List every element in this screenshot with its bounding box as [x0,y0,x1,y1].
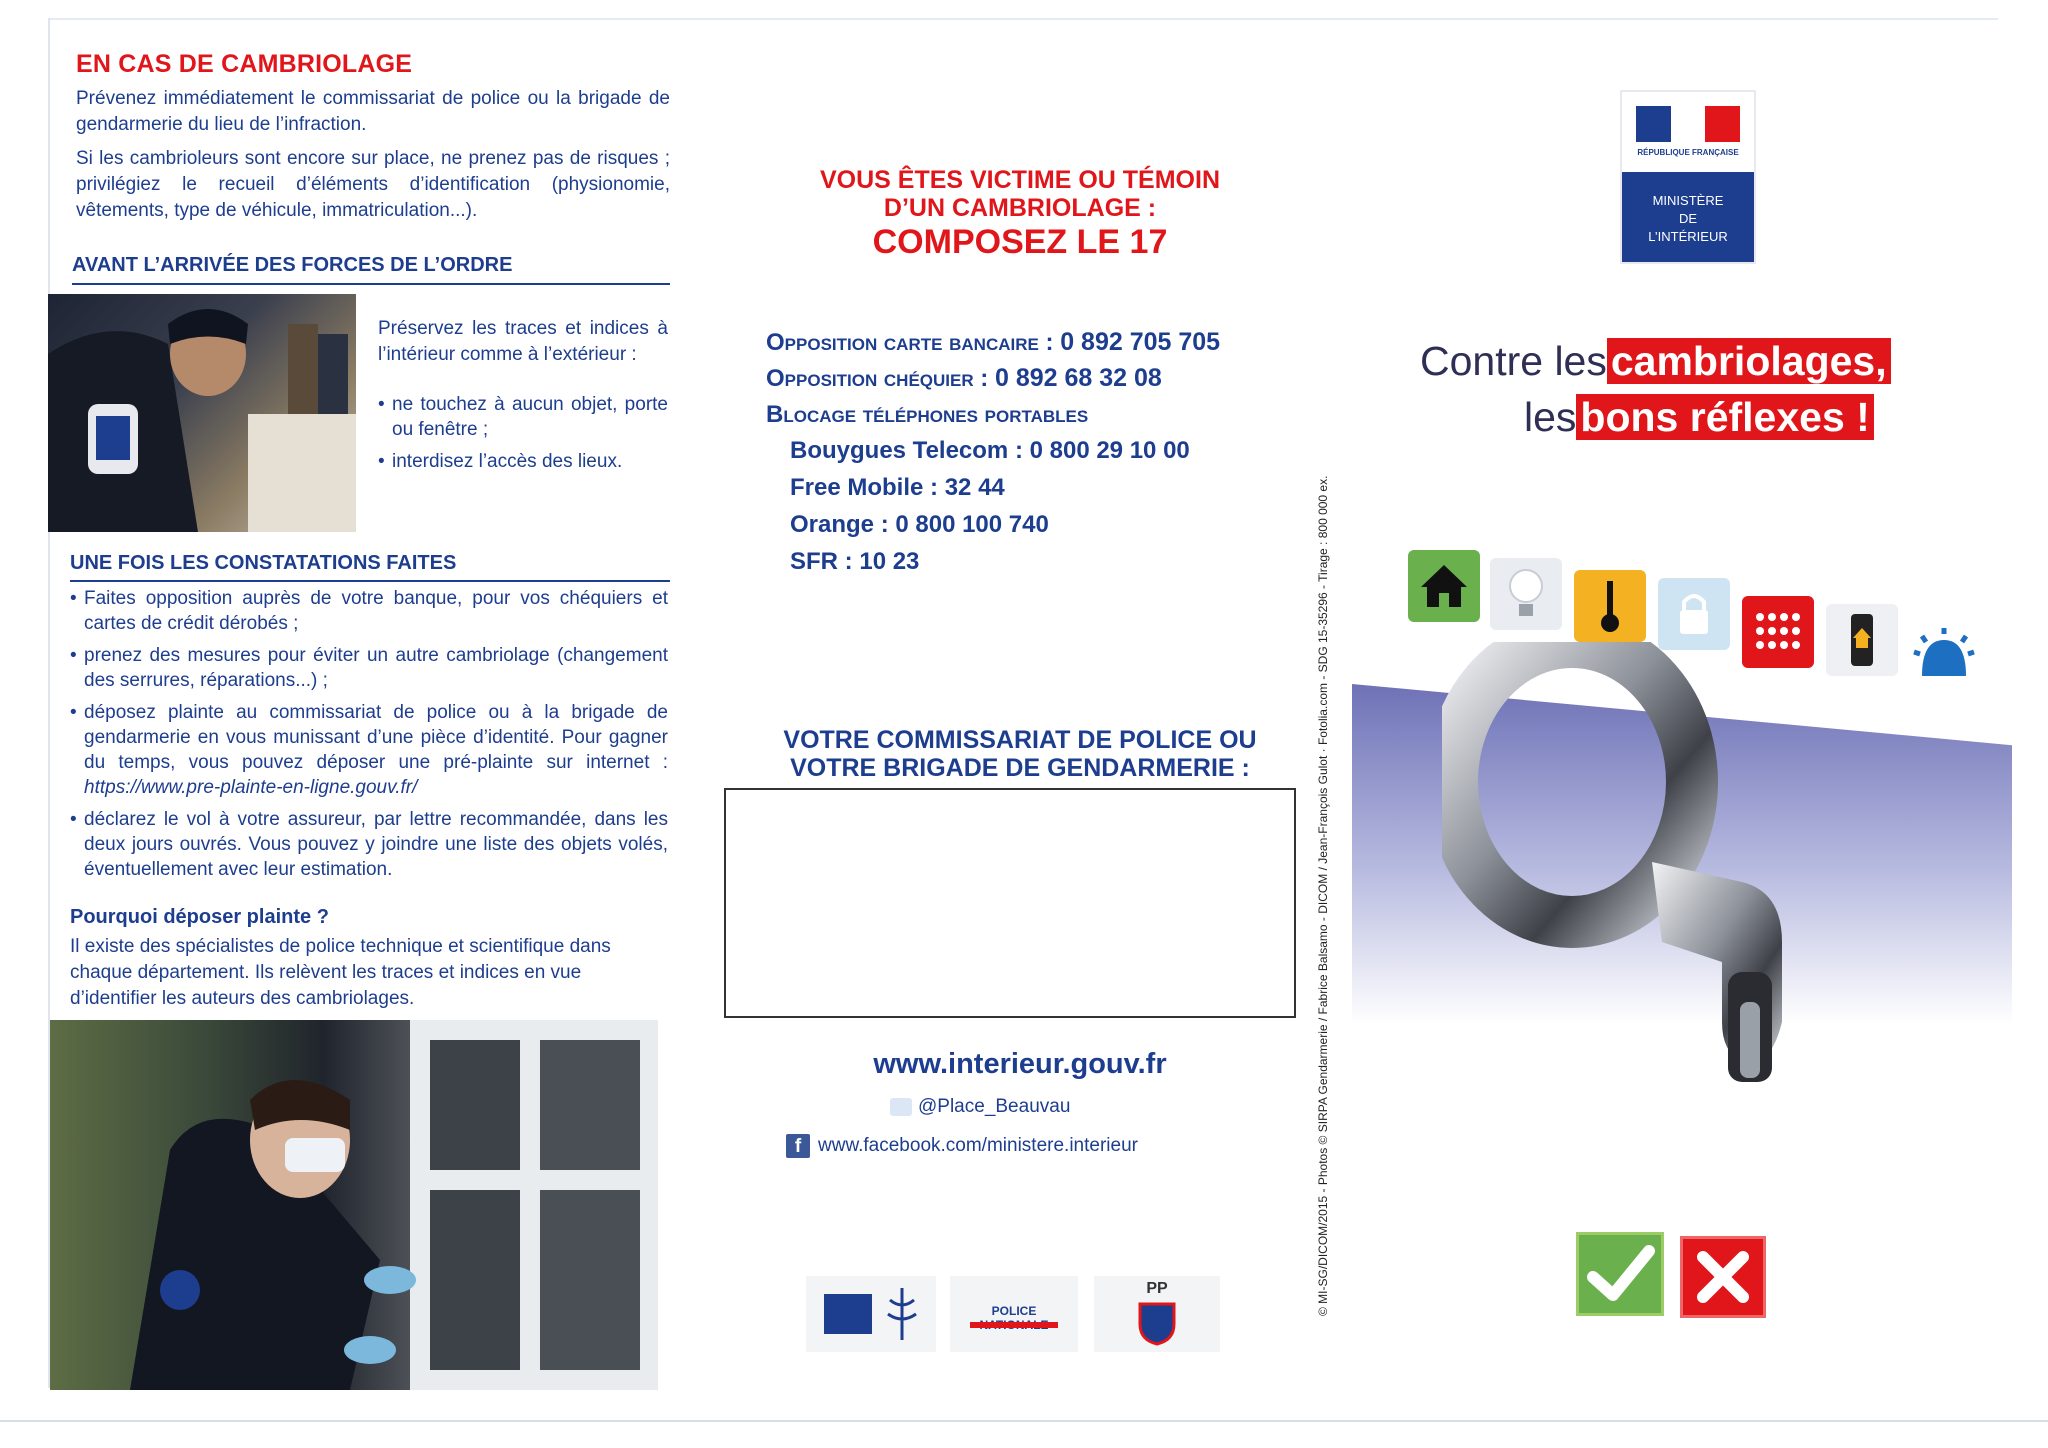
operator-row [790,543,919,580]
operator-number: 0 800 100 740 [895,511,1049,538]
slogan-text: les [1524,394,1577,440]
after-findings-rule [70,580,670,582]
padlock-icon [1658,578,1730,650]
operator-name: SFR : [790,548,853,575]
facebook-line[interactable] [786,1134,1138,1158]
list-item: • Faites opposition auprès de votre banque, pour vos chéquiers et cartes de crédit dérobés ; [70,586,668,636]
slogan-text: Contre les [1420,338,1607,384]
operator-name: Free Mobile : [790,474,939,501]
opposition-card-line [766,324,1220,361]
police-nationale-text: POLICE [991,1304,1037,1318]
twitter-line[interactable] [890,1096,1070,1118]
slogan-highlight: bons réflexes ! [1576,394,1873,440]
preplainte-link[interactable]: https://www.pre-plainte-en-ligne.gouv.fr/ [84,777,418,798]
after-findings-title: UNE FOIS LES CONSTATATIONS FAITES [70,552,457,574]
list-item: • prenez des mesures pour éviter un autre cambriolage (changement des serrures, réparations...) ; [70,643,668,693]
operator-row [790,506,1049,543]
victim-line-2: D’UN CAMBRIOLAGE : [883,194,1157,222]
before-arrival-title: AVANT L’ARRIVÉE DES FORCES DE L’ORDRE [72,254,513,276]
slogan-line-2 [1524,392,1874,442]
victim-line-1: VOUS ÊTES VICTIME OU TÉMOIN [819,166,1221,194]
thermometer-icon [1574,570,1646,642]
top-edge [48,18,1998,20]
list-item: • déclarez le vol à votre assureur, par lettre recommandée, dans les deux jours ouvrés. Vous pouvez y joindre une liste des objets volés, éventuellement avec leur estimation. [70,807,668,882]
lightbulb-icon [1490,558,1562,630]
facebook-url: www.facebook.com/ministere.interieur [818,1135,1138,1157]
opposition-cheque-label: Opposition chéquier : [766,365,989,392]
photo-credits: © MI-SG/DICOM/2015 - Photos © SIRPA Gendarmerie / Fabrice Balsamo - DICOM / Jean-François Gulot · Fotolia.com - SDG 15-35296 - Tirage : 800 000 ex. [1316,475,1330,1316]
gendarmerie-logo [806,1276,936,1352]
opposition-cheque-line [766,360,1162,397]
facebook-icon: f [786,1134,810,1158]
opposition-cheque-number: 0 892 68 32 08 [994,364,1162,392]
after-findings-list [70,586,668,889]
opposition-card-number: 0 892 705 705 [1060,328,1221,356]
ministry-logo [1620,90,1756,264]
before-arrival-text: Préservez les traces et indices à l’intérieur comme à l’extérieur : [378,318,668,365]
alarm-light-icon [1908,618,1980,690]
station-address-box[interactable] [724,788,1296,1018]
operator-number: 32 44 [944,474,1005,501]
cross-icon [1680,1236,1766,1318]
twitter-handle: @Place_Beauvau [918,1096,1071,1117]
twitter-icon [890,1098,912,1116]
ministry-name [1622,192,1754,246]
why-complain-text: Il existe des spécialistes de police technique et scientifique dans chaque département. Ils relèvent les traces et indices en vue d’identifier les auteurs des cambriolages. [70,936,611,1009]
operator-name: Orange : [790,511,889,538]
house-icon [1408,550,1480,622]
before-arrival-rule [72,283,670,285]
prefecture-police-logo [1094,1276,1220,1352]
burglary-title: EN CAS DE CAMBRIOLAGE [76,50,413,78]
police-nationale-logo [950,1276,1078,1352]
republic-text: RÉPUBLIQUE FRANÇAISE [1637,148,1739,157]
bottom-edge [0,1420,2048,1422]
before-arrival-list [378,392,668,481]
gendarme-photo-1 [48,294,356,532]
operator-row [790,469,1005,506]
dial-17: COMPOSEZ LE 17 [872,223,1168,261]
list-item: • interdisez l’accès des lieux. [378,449,668,474]
ministry-line: L’INTÉRIEUR [1648,229,1728,244]
burglary-paragraph-1: Prévenez immédiatement le commissariat de police ou la brigade de gendarmerie du lieu de l’infraction. [76,88,670,135]
station-title-1: VOTRE COMMISSARIAT DE POLICE OU [783,726,1257,754]
why-complain-title: Pourquoi déposer plainte ? [70,906,329,928]
ministry-line: DE [1678,211,1698,226]
slogan-line-1 [1420,336,1891,386]
opposition-card-label: Opposition carte bancaire : [766,329,1054,356]
website-link[interactable]: www.interieur.gouv.fr [873,1048,1167,1080]
list-item-text: déposez plainte au commissariat de police ou à la brigade de gendarmerie en vous munissant d’une pièce d’identité. Pour gagner du temps, vous pouvez déposer une pré-plainte sur internet : [84,702,668,773]
pp-text: PP [1146,1280,1168,1297]
list-item: • ne touchez à aucun objet, porte ou fenêtre ; [378,392,668,442]
phones-title: Blocage téléphones portables [766,401,1089,428]
operator-number: 0 800 29 10 00 [1029,437,1190,464]
check-icon [1576,1232,1664,1316]
station-title-2: VOTRE BRIGADE DE GENDARMERIE : [790,754,1250,782]
forensic-officer-photo [50,1020,658,1390]
slogan-highlight: cambriolages, [1607,338,1891,384]
operator-row [790,432,1190,469]
operator-number: 10 23 [859,548,920,575]
burglary-paragraph-2: Si les cambrioleurs sont encore sur place, ne prenez pas de risques ; privilégiez le recueil d’éléments d’identification (physionomie, vêtements, type de véhicule, immatriculation...). [76,148,670,221]
list-item [70,700,668,800]
key-image [1442,642,1842,1102]
operator-name: Bouygues Telecom : [790,437,1023,464]
ministry-line: MINISTÈRE [1652,193,1724,208]
